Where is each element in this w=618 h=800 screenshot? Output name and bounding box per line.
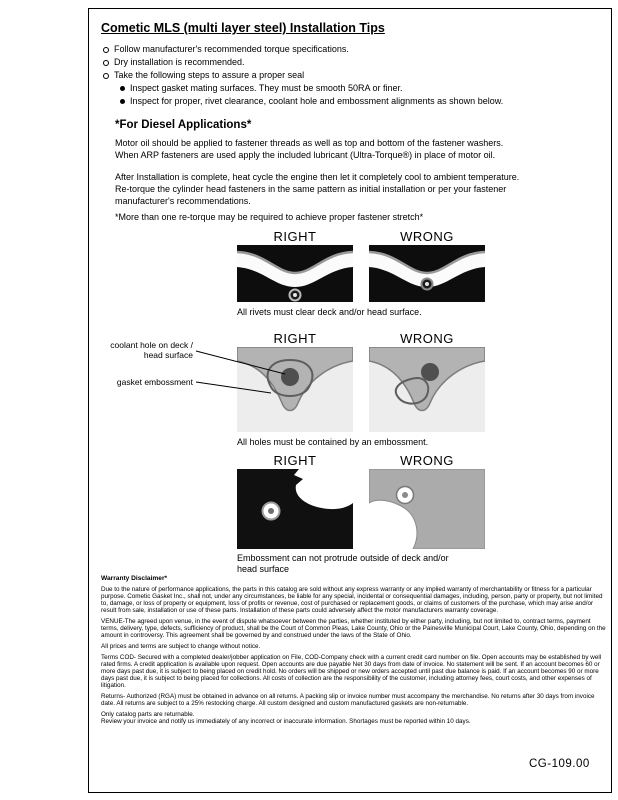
disclaimer-paragraph: VENUE-The agreed upon venue, in the event of dispute whatsoever between the parties, whether instituted by either party, including, but not limited to, contract terms, payment terms, delivery, type, defects, sufficiency of product, shall be the Court of Common Pleas, Lake County, Ohio or the Painesville Municipal Court, Lake County, Ohio, depending on the amount in controversy. This agreement shall be governed by and construed under the laws of the State of Ohio.	[101, 618, 606, 639]
diesel-paragraph-1: Motor oil should be applied to fastener threads as well as top and bottom of the fastener washers. When ARP fasteners are used apply the included lubricant (Ultra-Torque®) in place of motor oil.	[115, 138, 504, 160]
disclaimer-paragraph: Due to the nature of performance applications, the parts in this catalog are sold without any express warranty or any implied warranty of merchantability or fitness for a particular purpose. Cometic Gasket Inc., shall not, under any circumstances, be liable for any special, incidental or consequential damages, including, person, party or property, but not limited to, damage, or loss of property or equipment, loss of profits or revenue, cost of purchased or replacement goods, or claims of customers of the purchase, which may arise and/or result from sale, installation or use of these parts. Installation of these parts could adversely affect the motor manufacturers warranty coverage.	[101, 586, 603, 614]
bullet-text: Inspect gasket mating surfaces. They must be smooth 50RA or finer.	[130, 83, 403, 93]
warranty-disclaimer	[101, 575, 607, 729]
protrusion-right-diagram	[237, 469, 353, 549]
tips-bullet-list	[103, 43, 589, 108]
holes-caption: All holes must be contained by an embossment.	[237, 437, 429, 447]
bullet-text: Inspect for proper, rivet clearance, coolant hole and embossment alignments as shown below.	[130, 96, 504, 106]
disclaimer-paragraph: Returns- Authorized (RGA) must be obtained in advance on all returns. A packing slip or invoice number must accompany the merchandise. No returns after 30 days from invoice date. All returns are subject to a 25% restocking charge. All custom designed and custom manufactured gaskets are non-returnable.	[101, 693, 595, 707]
right-label-row1: RIGHT	[273, 229, 317, 244]
bullet-text: Dry installation is recommended.	[114, 57, 245, 67]
diagram-section	[89, 227, 611, 579]
diesel-paragraph-2: After Installation is complete, heat cycle the engine then let it completely cool to ambient temperature. Re-torque the cylinder head fasteners in the same pattern as initial installation or per your fastener manufacturer's recommendations.	[115, 172, 520, 206]
bullet-item	[103, 56, 589, 69]
wrong-label-row1: WRONG	[400, 229, 454, 244]
diesel-applications-heading: *For Diesel Applications*	[115, 119, 252, 131]
right-label-row2: RIGHT	[273, 331, 317, 346]
bullet-text: Follow manufacturer's recommended torque specifications.	[114, 44, 349, 54]
catalog-page-code: CG-109.00	[529, 758, 590, 770]
hollow-bullet-icon	[103, 60, 109, 66]
leader-lines	[89, 327, 389, 447]
sub-bullet-item	[120, 82, 589, 95]
protrude-caption: Embossment can not protrude outside of deck and/or head surface	[237, 553, 449, 574]
retorque-note: *More than one re-torque may be required to achieve proper fastener stretch*	[115, 212, 424, 222]
solid-bullet-icon	[120, 86, 125, 91]
disclaimer-paragraph: Terms COD- Secured with a completed dealer/jobber application on File, COD-Company check with a current credit card number on file. Open accounts may be established by well rated firms. A credit application is available upon request. Open accounts are due payable Net 30 days from date of invoice. No statement will be sent. If an account becomes 60 or more days past due, it is subject to being placed on credit hold. No orders will be shipped or new orders accepted until past due balance is paid. If an account becomes 90 or more days past due, it is subject to being placed for collections. All costs of collection are the responsibility of the customer, including attorney fees, court costs, and other expenses of litigation.	[101, 654, 602, 689]
document-page	[88, 8, 612, 793]
disclaimer-paragraph: All prices and terms are subject to change without notice.	[101, 643, 261, 650]
rivet-clearance-wrong-diagram	[369, 245, 485, 302]
rivet-clearance-right-diagram	[237, 245, 353, 302]
page-title: Cometic MLS (multi layer steel) Installation Tips	[101, 21, 385, 35]
disclaimer-heading: Warranty Disclaimer*	[101, 575, 168, 582]
protrusion-wrong-diagram	[369, 469, 485, 549]
gasket-embossment-label: gasket embossment	[116, 377, 193, 387]
sub-bullet-item	[120, 95, 589, 108]
bullet-item	[103, 43, 589, 56]
rivet-caption: All rivets must clear deck and/or head surface.	[237, 307, 422, 317]
bullet-text: Take the following steps to assure a proper seal	[114, 70, 305, 80]
solid-bullet-icon	[120, 99, 125, 104]
hollow-bullet-icon	[103, 47, 109, 53]
coolant-hole-label: coolant hole on deck / head surface	[110, 340, 193, 360]
wrong-label-row2: WRONG	[400, 331, 454, 346]
bullet-item	[103, 69, 589, 82]
right-label-row3: RIGHT	[273, 453, 317, 468]
hollow-bullet-icon	[103, 73, 109, 79]
disclaimer-paragraph: Only catalog parts are returnable.	[101, 711, 195, 718]
wrong-label-row3: WRONG	[400, 453, 454, 468]
disclaimer-paragraph: Review your invoice and notify us immediately of any incorrect or inaccurate information. Shortages must be reported within 10 days.	[101, 718, 471, 725]
